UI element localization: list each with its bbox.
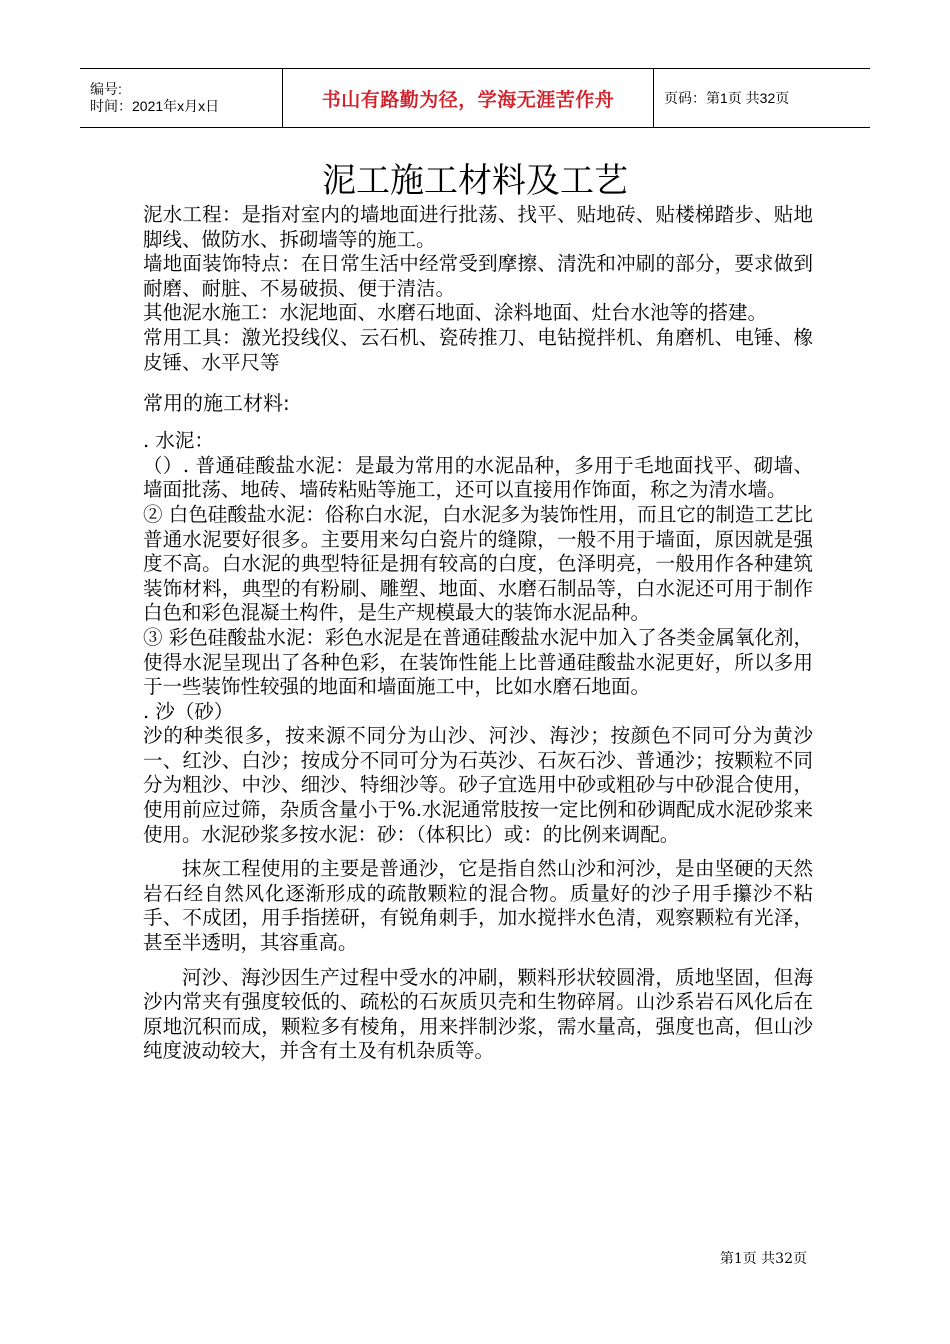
header-page-info: [654, 69, 870, 127]
motto-text: 书山有路勤为径，学海无涯苦作舟: [321, 88, 615, 111]
materials-heading: 常用的施工材料:: [143, 391, 290, 416]
cement-item: （）. 普通硅酸盐水泥：是最为常用的水泥品种，多用于毛地面找平、砌墙、墙面批荡、地砖、墙砖粘贴等施工，还可以直接用作饰面，称之为清水墙。: [143, 453, 813, 502]
header-meta: [80, 69, 282, 127]
document-body: [143, 203, 813, 1064]
date-line: 时间：2021年x月x日: [90, 98, 220, 114]
document-title: 泥工施工材料及工艺: [322, 161, 628, 201]
page-header: [80, 68, 870, 128]
intro-paragraph: 泥水工程：是指对室内的墙地面进行批荡、找平、贴地砖、贴楼梯踏步、贴地脚线、做防水、拆砌墙等的施工。: [143, 203, 813, 251]
sand-paragraph: 河沙、海沙因生产过程中受水的冲刷，颗料形状较圆滑，质地坚固，但海沙内常夹有强度较低的、疏松的石灰质贝壳和生物碎屑。山沙系岩石风化后在原地沉积而成，颗粒多有棱角，用来拌制沙浆，需水量高，强度也高，但山沙纯度波动较大，并含有土及有机杂质等。: [143, 965, 813, 1063]
header-motto-cell: [282, 69, 654, 127]
sand-body: 沙的种类很多，按来源不同分为山沙、河沙、海沙；按颜色不同可分为黄沙一、红沙、白沙；按成分不同可分为石英沙、石灰石沙、普通沙；按颗粒不同分为粗沙、中沙、细沙、特细沙等。砂子宜选用中砂或粗砂与中砂混合使用，使用前应过筛，杂质含量小于%.水泥通常肢按一定比例和砂调配成水泥砂浆来使用。水泥砂浆多按水泥：砂：（体积比）或：的比例来调配。: [143, 724, 813, 846]
sand-heading: . 沙（砂）: [143, 699, 234, 723]
sand-paragraph: 抹灰工程使用的主要是普通沙，它是指自然山沙和河沙，是由坚硬的天然岩石经自然风化逐渐形成的疏散颗粒的混合物。质量好的沙子用手攥沙不粘手、不成团，用手指搓研，有锐角刺手，加水搅拌水色清，观察颗粒有光泽，甚至半透明，其容重高。: [143, 857, 813, 955]
cement-item: ③ 彩色硅酸盐水泥：彩色水泥是在普通硅酸盐水泥中加入了各类金属氧化剂，使得水泥呈现出了各种色彩，在装饰性能上比普通硅酸盐水泥更好，所以多用于一些装饰性较强的地面和墙面施工中，比如水磨石地面。: [143, 625, 813, 699]
intro-paragraph: 墙地面装饰特点：在日常生活中经常受到摩擦、清洗和冲刷的部分，要求做到耐磨、耐脏、不易破损、便于清洁。: [143, 252, 813, 300]
serial-label: 编号:: [90, 81, 122, 97]
intro-paragraph: 常用工具：激光投线仪、云石机、瓷砖推刀、电钻搅拌机、角磨机、电锤、橡皮锤、水平尺等: [143, 325, 813, 374]
page-info-text: 页码：第1页 共32页: [664, 90, 790, 106]
cement-heading: . 水泥：: [143, 429, 214, 453]
cement-item: ② 白色硅酸盐水泥：俗称白水泥，白水泥多为装饰性用，而且它的制造工艺比普通水泥要好很多。主要用来勾白瓷片的缝隙，一般不用于墙面，原因就是强度不高。白水泥的典型特征是拥有较高的白度，色泽明亮，一般用作各种建筑装饰材料，典型的有粉刷、雕塑、地面、水磨石制品等，白水泥还可用于制作白色和彩色混凝土构件，是生产规模最大的装饰水泥品种。: [143, 502, 813, 625]
page-footer: 第1页 共32页: [719, 1251, 807, 1267]
intro-paragraph: 其他泥水施工：水泥地面、水磨石地面、涂料地面、灶台水池等的搭建。: [143, 301, 768, 325]
